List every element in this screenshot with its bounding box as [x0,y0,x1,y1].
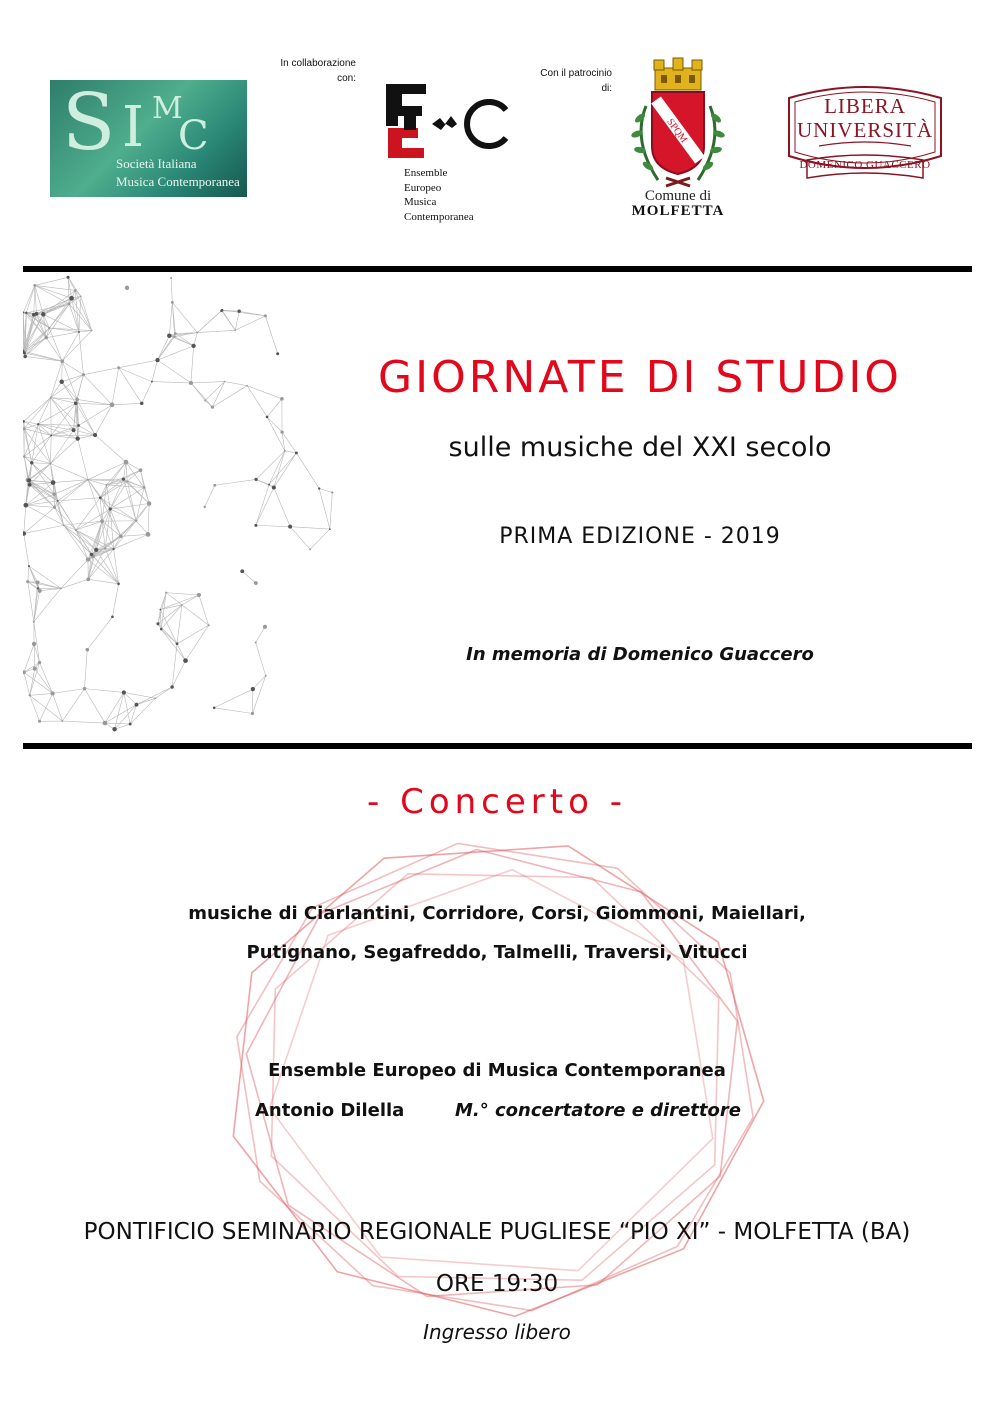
emc-name-line2: Europeo [404,181,442,194]
network-node [139,468,143,472]
network-node [189,381,193,385]
patronage-note-line1: Con il patrocinio [540,68,612,79]
network-node [251,712,254,715]
network-node [174,332,177,335]
top-divider [23,266,972,272]
network-node [309,548,311,550]
emc-name-line3: Musica [404,196,437,208]
network-node [117,366,120,369]
network-node [93,433,97,437]
memorial-dedication: In memoria di Domenico Guaccero [466,644,814,665]
network-node [27,478,31,482]
network-node [143,486,146,489]
network-node [126,481,128,483]
network-node [124,460,129,465]
network-node [264,314,267,317]
network-node [119,535,122,538]
network-node [254,478,257,481]
network-node [32,313,36,317]
network-node [74,401,78,405]
network-node [51,691,55,695]
network-node [68,303,71,306]
event-title: GIORNATE DI STUDIO [378,352,902,403]
network-node [48,327,50,329]
network-node [32,642,36,646]
network-node [167,333,172,338]
network-node [38,589,42,593]
network-node [23,455,25,457]
network-node [156,622,159,625]
network-node [113,548,115,550]
emc-name-line1: Ensemble [404,167,448,179]
network-node [129,723,132,726]
simc-logo [50,80,247,197]
network-node [213,484,216,487]
network-node [125,286,129,290]
network-node [62,720,64,722]
network-node [204,506,206,508]
emc-logo-name [404,166,474,224]
simc-logo-letter-m: M [152,91,183,126]
network-node [122,690,126,694]
libera-universita-logo [781,84,949,190]
shield-motto: SPQM [664,116,690,146]
network-node [254,524,257,527]
simc-logo-subtitle-line1: Società Italiana [116,156,197,171]
collaboration-note-line1: In collaborazione [280,58,356,69]
network-node [234,329,236,331]
network-node [44,336,48,340]
network-node [38,661,41,664]
network-node [90,553,93,556]
libera-logo-line1: LIBERA [824,94,906,118]
network-node [171,301,174,304]
network-node [29,694,31,696]
network-node [28,483,32,487]
simc-logo-subtitle-line2: Musica Contemporanea [116,174,240,189]
network-node [266,416,269,419]
network-node [263,625,267,629]
network-node [146,532,151,537]
network-node [23,355,26,358]
edition-label: PRIMA EDIZIONE - 2019 [499,524,781,549]
network-node [60,359,64,363]
network-node [82,373,85,376]
event-subtitle: sulle musiche del XXI secolo [448,432,832,463]
network-node [196,332,198,334]
network-node [159,609,161,611]
network-node [86,577,90,581]
network-node [75,398,79,402]
network-node [76,436,80,440]
patronage-note-line2: di: [601,82,612,94]
collaboration-note-line2: con: [337,72,356,84]
libera-logo-line3: DOMENICO GUACCERO [799,159,931,171]
network-node [28,565,30,567]
concert-heading: - Concerto - [367,782,627,822]
network-node [85,648,89,652]
network-node [224,381,226,383]
network-node [104,547,106,549]
patronage-note [500,67,612,96]
network-node [51,480,56,485]
network-node [122,478,125,481]
network-node [191,344,195,348]
network-node [151,381,153,383]
molfetta-name-label: MOLFETTA [631,203,725,219]
network-node [26,580,29,583]
composers-line-1: musiche di Ciarlantini, Corridore, Corsi, Giommoni, Maiellari, [188,903,806,924]
network-node [110,403,115,408]
network-node [57,500,59,502]
network-node [72,428,76,432]
network-node [37,423,39,425]
network-node [237,310,240,313]
network-node [100,519,104,523]
director-role: M.° concertatore e direttore [455,1100,741,1121]
network-node [86,557,90,561]
network-node [30,461,33,464]
network-node [75,529,77,531]
network-node [112,727,116,731]
molfetta-comune-label: Comune di [644,188,712,204]
network-node [33,667,37,671]
network-node [53,506,56,509]
network-node [83,687,87,691]
network-node [208,624,210,626]
network-node [33,621,35,623]
network-node [80,295,82,297]
network-node [165,592,167,594]
network-node [213,706,216,709]
network-graphic [23,274,353,742]
network-node [74,289,77,292]
libera-logo-line2: UNIVERSITÀ [797,118,933,142]
network-node [254,581,258,585]
network-node [94,548,98,552]
network-node [240,569,244,573]
network-node [135,520,137,522]
network-node [160,628,163,631]
network-node [63,524,65,526]
network-node [78,331,80,333]
composers-line-2: Putignano, Segafreddo, Talmelli, Traversi, Vitucci [246,942,748,963]
network-node [280,397,284,401]
network-node [50,397,52,399]
bottom-divider [23,743,972,749]
network-node [23,503,28,508]
collaboration-note [230,57,356,86]
network-node [246,385,248,387]
venue: PONTIFICIO SEMINARIO REGIONALE PUGLIESE “PIO XI” - MOLFETTA (BA) [83,1219,911,1245]
network-node [41,312,46,317]
simc-logo-letter-s: S [62,80,116,168]
network-node [91,330,93,332]
director-name: Antonio Dilella [255,1100,405,1121]
network-node [181,604,183,606]
network-node [147,501,151,505]
network-node [60,587,62,589]
network-node [284,450,286,452]
network-node [173,336,175,338]
network-node [211,405,214,408]
network-node [331,491,333,493]
network-node [318,487,320,489]
emc-name-line4: Contemporanea [404,210,474,223]
network-node [59,380,64,385]
network-node [117,583,120,586]
network-node [329,528,331,530]
network-node [221,309,223,311]
network-node [52,493,56,497]
network-node [36,580,40,584]
network-node [155,358,159,362]
network-node [77,424,80,427]
network-lines [23,277,332,729]
network-node [106,484,108,486]
network-node [87,479,89,481]
concert-time: ORE 19:30 [435,1271,559,1297]
network-node [265,675,267,677]
network-node [33,284,36,287]
network-node [197,593,201,597]
network-node [38,720,41,723]
network-node [268,484,270,486]
simc-logo-letter-c: C [178,113,209,159]
network-node [155,697,157,699]
network-node [183,658,188,663]
ensemble-name: Ensemble Europeo di Musica Contemporanea [268,1060,726,1081]
simc-logo-letter-i: I [122,95,145,160]
admission-note: Ingresso libero [423,1320,571,1344]
network-node [272,485,276,489]
network-node [50,435,52,437]
network-node [135,703,139,707]
network-node [25,312,27,314]
network-node [49,462,51,464]
network-node [67,276,70,279]
network-node [295,451,298,454]
network-node [109,507,112,510]
network-node [204,400,206,402]
network-node [251,687,255,691]
network-node [276,352,279,355]
network-node [140,402,143,405]
network-node [69,296,74,301]
network-node [99,496,102,499]
network-node [255,642,257,644]
network-node [176,642,179,645]
network-node [170,685,173,688]
network-node [288,525,292,529]
network-node [103,721,108,726]
network-node [280,430,283,433]
network-node [170,277,172,279]
network-node [111,615,114,618]
